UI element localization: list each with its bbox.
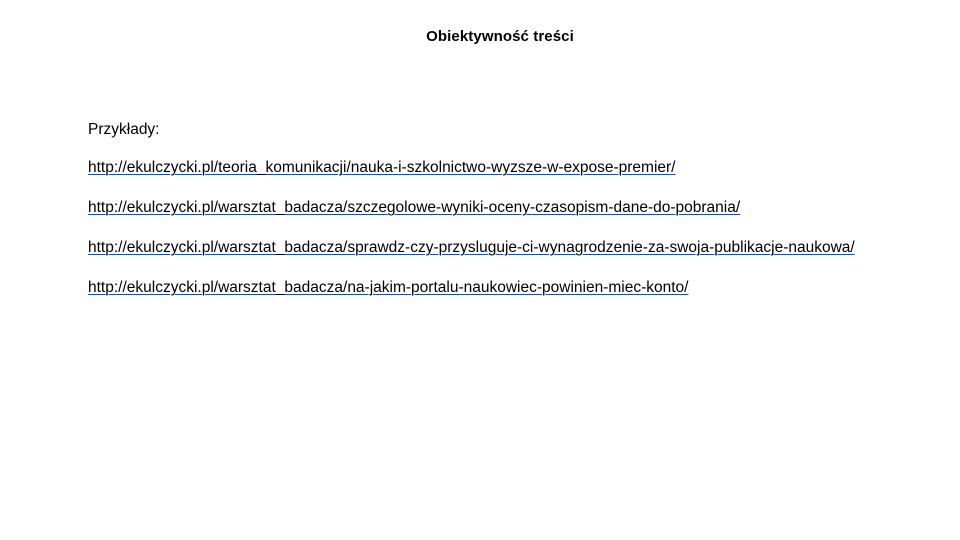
link-4[interactable]: http://ekulczycki.pl/warsztat_badacza/na-jakim-portalu-naukowiec-powinien-miec-konto/	[88, 279, 689, 296]
slide-title: Obiektywność treści	[426, 28, 574, 45]
slide-content	[88, 120, 858, 297]
link-3[interactable]: http://ekulczycki.pl/warsztat_badacza/sprawdz-czy-przysluguje-ci-wynagrodzenie-za-swoja-publikacje-naukowa/	[88, 239, 855, 256]
link-1[interactable]: http://ekulczycki.pl/teoria_komunikacji/nauka-i-szkolnictwo-wyzsze-w-expose-premier/	[88, 159, 676, 176]
examples-label: Przykłady:	[88, 121, 160, 138]
link-2[interactable]: http://ekulczycki.pl/warsztat_badacza/szczegolowe-wyniki-oceny-czasopism-dane-do-pobrania/	[88, 199, 741, 216]
